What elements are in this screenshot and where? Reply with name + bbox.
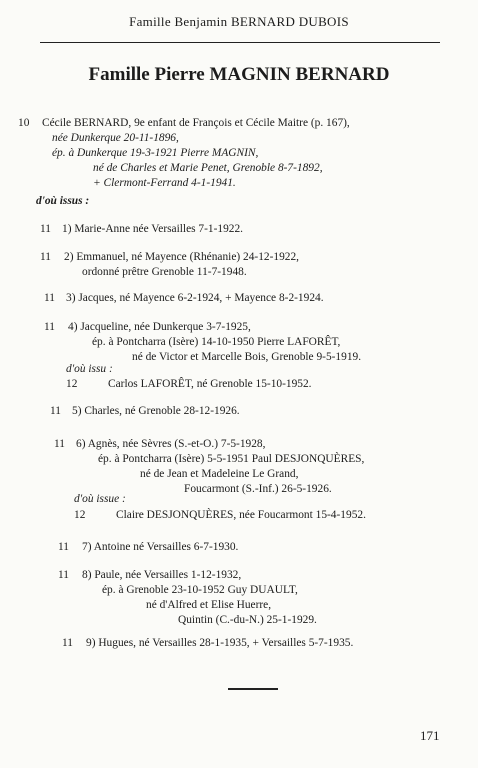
entry-line: 7) Antoine né Versailles 6-7-1930. [82, 541, 239, 553]
entry-line: né de Jean et Madeleine Le Grand, [140, 468, 299, 480]
entry-line: Foucarmont (S.-Inf.) 26-5-1926. [184, 483, 332, 495]
entry-line: Claire DESJONQUÈRES, née Foucarmont 15-4-1952. [116, 509, 366, 521]
generation-number: 11 [58, 541, 69, 553]
entry-line: ép. à Pontcharra (Isère) 5-5-1951 Paul DESJONQUÈRES, [98, 453, 365, 465]
entry-line: ordonné prêtre Grenoble 11-7-1948. [82, 266, 247, 278]
entry-line: 6) Agnès, née Sèvres (S.-et-O.) 7-5-1928, [76, 438, 266, 450]
entry-line: né de Charles et Marie Penet, Grenoble 8-7-1892, [93, 162, 323, 174]
entry-line: ép. à Grenoble 23-10-1952 Guy DUAULT, [102, 584, 298, 596]
entry-line: Cécile BERNARD, 9e enfant de François et Cécile Maitre (p. 167), [42, 117, 350, 129]
entry-line: 1) Marie-Anne née Versailles 7-1-1922. [62, 223, 244, 235]
generation-number: 11 [58, 569, 69, 581]
generation-number: 12 [66, 378, 78, 390]
entry-line: 5) Charles, né Grenoble 28-12-1926. [72, 405, 240, 417]
entry-line: 4) Jacqueline, née Dunkerque 3-7-1925, [68, 321, 251, 333]
grandchild-label: d'où issu : [66, 363, 113, 375]
entry-line: + Clermont-Ferrand 4-1-1941. [93, 177, 236, 189]
entry-line: Quintin (C.-du-N.) 25-1-1929. [178, 614, 317, 626]
generation-number: 11 [44, 321, 55, 333]
entry-line: 8) Paule, née Versailles 1-12-1932, [82, 569, 242, 581]
entry-line: né de Victor et Marcelle Bois, Grenoble 9-5-1919. [132, 351, 362, 363]
entry-line: ép. à Dunkerque 19-3-1921 Pierre MAGNIN, [52, 147, 259, 159]
issue-label: d'où issus : [36, 195, 90, 207]
section-end-rule [228, 688, 278, 690]
entry-line: née Dunkerque 20-11-1896, [52, 132, 179, 144]
entry-line: né d'Alfred et Elise Huerre, [146, 599, 272, 611]
entry-line: 2) Emmanuel, né Mayence (Rhénanie) 24-12-1922, [64, 251, 300, 263]
generation-number: 12 [74, 509, 86, 521]
entry-line: ép. à Pontcharra (Isère) 14-10-1950 Pierre LAFORÊT, [92, 336, 341, 348]
generation-number: 11 [40, 223, 51, 235]
entry-line: 9) Hugues, né Versailles 28-1-1935, + Versailles 5-7-1935. [86, 637, 354, 649]
running-head: Famille Benjamin BERNARD DUBOIS [129, 14, 349, 29]
generation-number: 11 [62, 637, 73, 649]
generation-number: 10 [18, 117, 30, 129]
page-number: 171 [420, 728, 440, 743]
generation-number: 11 [50, 405, 61, 417]
header-rule [40, 42, 440, 43]
entry-line: Carlos LAFORÊT, né Grenoble 15-10-1952. [108, 378, 312, 390]
entry-line: 3) Jacques, né Mayence 6-2-1924, + Mayence 8-2-1924. [66, 292, 324, 304]
grandchild-label: d'où issue : [74, 493, 126, 505]
generation-number: 11 [54, 438, 65, 450]
page-title: Famille Pierre MAGNIN BERNARD [88, 64, 390, 85]
generation-number: 11 [44, 292, 55, 304]
generation-number: 11 [40, 251, 51, 263]
